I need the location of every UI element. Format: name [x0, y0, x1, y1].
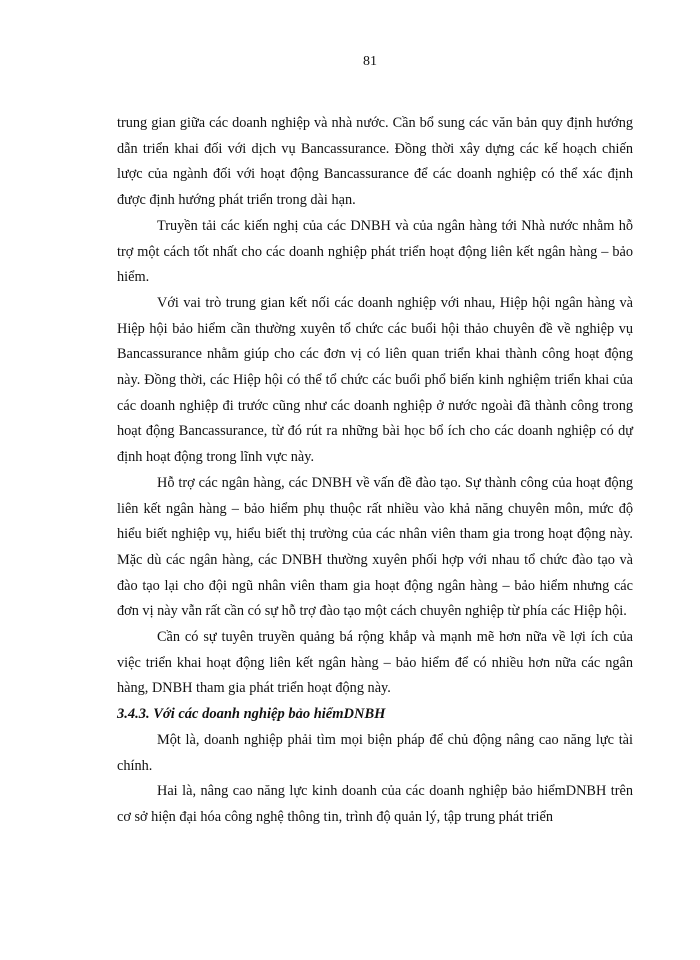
paragraph: Truyền tải các kiến nghị của các DNBH và của ngân hàng tới Nhà nước nhằm hỗ trợ một cách tốt nhất cho các doanh nghiệp phát triển hoạt động liên kết ngân hàng – bảo hiểm. — [117, 217, 633, 286]
paragraph: Hỗ trợ các ngân hàng, các DNBH về vấn đề đào tạo. Sự thành công của hoạt động liên kết ngân hàng – bảo hiểm phụ thuộc rất nhiều vào khả năng chuyên môn, mức độ hiểu biết nghiệp vụ, hiểu biết thị trường của các nhân viên tham gia trong hoạt động này. Mặc dù các ngân hàng, các DNBH thường xuyên phối hợp với nhau tổ chức đào tạo và đào tạo lại cho đội ngũ nhân viên tham gia hoạt động ngân hàng – bảo hiểm nhưng các đơn vị này vẫn rất cần có sự hỗ trợ đào tạo một cách chuyên nghiệp từ phía các Hiệp hội. — [117, 474, 633, 620]
section-heading: 3.4.3. Với các doanh nghiệp bảo hiểmDNBH — [117, 706, 386, 723]
document-body — [117, 111, 633, 831]
paragraph: Hai là, nâng cao năng lực kinh doanh của các doanh nghiệp bảo hiểmDNBH trên cơ sở hiện đại hóa công nghệ thông tin, trình độ quản lý, tập trung phát triển — [117, 783, 633, 825]
paragraph: Cần có sự tuyên truyền quảng bá rộng khắp và mạnh mẽ hơn nữa về lợi ích của việc triển khai hoạt động liên kết ngân hàng – bảo hiểm để có nhiều hơn nữa các ngân hàng, DNBH tham gia phát triển hoạt động này. — [117, 629, 633, 697]
page-number: 81 — [363, 54, 377, 69]
paragraph: Với vai trò trung gian kết nối các doanh nghiệp với nhau, Hiệp hội ngân hàng và Hiệp hội bảo hiểm cần thường xuyên tổ chức các buổi hội thảo chuyên đề về nghiệp vụ Bancassurance nhằm giúp cho các đơn vị có liên quan triển khai thành công hoạt động này. Đồng thời, các Hiệp hội có thể tổ chức các buổi phổ biến kinh nghiệm triển khai của các doanh nghiệp đi trước cũng như các doanh nghiệp ở nước ngoài đã thành công trong hoạt động Bancassurance, từ đó rút ra những bài học bổ ích cho các doanh nghiệp có dự định hoạt động trong lĩnh vực này. — [117, 294, 633, 466]
paragraph-continuation: trung gian giữa các doanh nghiệp và nhà nước. Cần bổ sung các văn bản quy định hướng dẫn triển khai đối với dịch vụ Bancassurance. Đồng thời xây dựng các kế hoạch chiến lược của ngành đối với hoạt động Bancassurance để các doanh nghiệp có thể xác định được định hướng phát triển trong dài hạn. — [117, 115, 633, 209]
paragraph: Một là, doanh nghiệp phải tìm mọi biện pháp để chủ động nâng cao năng lực tài chính. — [117, 731, 633, 774]
